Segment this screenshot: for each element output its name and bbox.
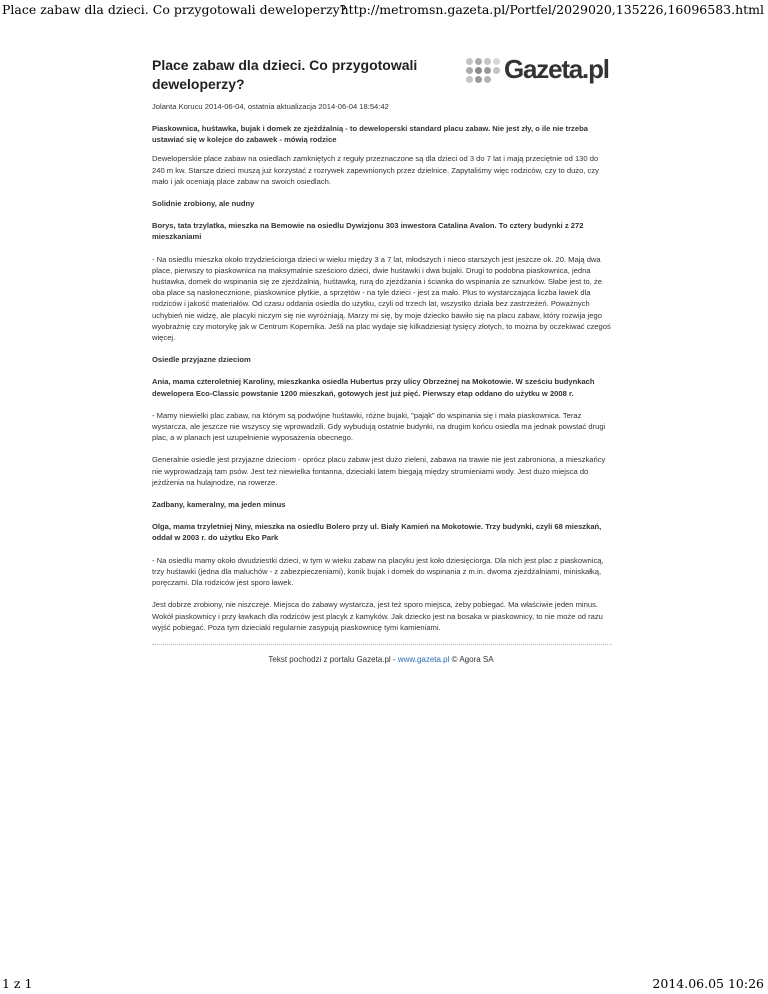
- print-footer: [0, 974, 768, 994]
- section-paragraph: Generalnie osiedle jest przyjazne dzieciom - oprócz placu zabaw jest dużo zieleni, zabawa na trawie nie jest zabroniona, a mieszkańcy nie wyprowadzają tam psów. Jest też niewielka fontanna, dzieciaki latem biegają między strumieniami wody. Jest dużo miejsca do jeżdżenia na hulajnodze, na rowerze.: [152, 455, 606, 487]
- section-person: Ania, mama czteroletniej Karoliny, mieszkanka osiedla Hubertus przy ulicy Obrzeżnej na Mokotowie. W sześciu budynkach dewelopera Eco-Classic powstanie 1200 mieszkań, gotowych jest już pięć. Pierwszy etap oddano do użytku w 2008 r.: [152, 377, 595, 398]
- print-header: [0, 0, 768, 20]
- section-heading: Osiedle przyjazne dzieciom: [152, 355, 251, 365]
- section-heading: Solidnie zrobiony, ale nudny: [152, 199, 255, 209]
- article-title: Place zabaw dla dzieci. Co przygotowali deweloperzy?: [152, 57, 418, 92]
- byline: Jolanta Korucu 2014-06-04, ostatnia aktualizacja 2014-06-04 18:54:42: [152, 102, 389, 111]
- article: [150, 52, 612, 664]
- section-paragraph: - Na osiedlu mamy około dwudziestki dzieci, w tym w wieku zabaw na placyku jest koło dziesięciorga. Dla nich jest plac z piaskownicą, trzy huśtawki (jedna dla maluchów - z zabezpieczeniami), konik bujak i domek do wspinania z m.in. dwoma zjeżdżalniami, miniskałką, poręczami. Dla rodziców jest sporo ławek.: [152, 555, 604, 588]
- article-lead: Piaskownica, huśtawka, bujak i domek ze zjeżdżalnią - to deweloperski standard placu zabaw. Nie jest zły, o ile nie trzeba ustawiać się w kolejce do zabawek - mówią rodzice: [152, 124, 588, 145]
- divider: [152, 644, 612, 645]
- section-paragraph: - Mamy niewielki plac zabaw, na którym są podwójne huśtawki, różne bujaki, "pająk" do wspinania się i mała piaskownica. Teraz wystarcza, ale jeszcze nie wszyscy się wprowadzili. Gdy wybudują ostatnie budynki, na drugim końcu osiedla ma jednak powstać drugi plac, a w planach jest uzupełnienie wyposażenia obecnego.: [152, 410, 606, 443]
- section-paragraph: Jest dobrze zrobiony, nie niszczeje. Miejsca do zabawy wystarcza, jest też sporo miejsca, żeby pobiegać. Ma właściwie jeden minus. Wokół piaskownicy i przy ławkach dla rodziców jest placyk z kamyków. Jak dziecko jest na bosaka w piaskownicy, to nie może od razu wyjść pobiegać. Poza tym dzieciaki regularnie zasypują piaskownicę tymi kamieniami.: [152, 600, 603, 632]
- section-paragraph: - Na osiedlu mieszka około trzydzieściorga dzieci w wieku między 3 a 7 lat, młodszych i nieco starszych jest jeszcze ok. 20. Mają dwa place, pierwszy to piaskownica na maksymalnie sześcioro dzieci, dwie huśtawki i dwa bujaki. Drugi to podobna piaskownica, jedna huśtawka, domek do wspinania się ze zjeżdżalnią, huśtawką, rurą do zjeżdżania i ścianka do wspinania ze sznurków. Słabe jest to, że oba place są nasłonecznione, piaskownice płytkie, a sprzętów - na tyle dzieci - jest za mało. Plus to wystarczająca liczba ławek dla rodziców i jakość materiałów. Od czasu oddania osiedla do użytku, czyli od trzech lat, wszystko działa bez zastrzeżeń. Poważnych uchybień nie widzę, ale placyki niczym się nie wyróżniają. Marzy mi się, by moje dziecko bawiło się na placu zabaw, który rozwija jego wyobraźnię czy motorykę jak w Centrum Kopernika. Jeśli na plac wydaje się kilkadziesiąt tysięcy złotych, to można by oczekiwać czegoś więcej.: [152, 254, 611, 343]
- source-note: [150, 655, 612, 664]
- gazeta-logo: [466, 54, 616, 90]
- print-header-url: http://metromsn.gazeta.pl/Portfel/2029020,135226,16096583.html: [340, 2, 764, 17]
- article-intro: Deweloperskie place zabaw na osiedlach zamkniętych z reguły przeznaczone są dla dzieci od 3 do 7 lat i mają przeciętnie od 130 do 240 m kw. Starsze dzieci muszą już korzystać z rozrywek zapewnionych przez dzielnice. Zapytaliśmy więc rodziców, czy to dużo, czy mało i jak oceniają place zabaw na swoich osiedlach.: [152, 154, 599, 186]
- source-suffix: © Agora SA: [451, 654, 494, 664]
- logo-dots-icon: [466, 58, 500, 88]
- source-prefix: Tekst pochodzi z portalu Gazeta.pl -: [268, 654, 396, 664]
- print-datetime: 2014.06.05 10:26: [652, 976, 764, 991]
- print-header-title: Place zabaw dla dzieci. Co przygotowali deweloperzy?: [2, 2, 347, 17]
- page-number: 1 z 1: [2, 976, 33, 991]
- logo-text: Gazeta.pl: [504, 54, 609, 84]
- gazeta-link[interactable]: www.gazeta.pl: [397, 654, 450, 664]
- section-heading: Zadbany, kameralny, ma jeden minus: [152, 500, 286, 510]
- title-row: [150, 52, 612, 108]
- section-person: Olga, mama trzyletniej Niny, mieszka na osiedlu Bolero przy ul. Biały Kamień na Mokotowie. Trzy budynki, czyli 68 mieszkań, oddał w 2003 r. do użytku Eko Park: [152, 522, 602, 543]
- section-person: Borys, tata trzylatka, mieszka na Bemowie na osiedlu Dywizjonu 303 inwestora Catalina Avalon. To cztery budynki z 272 mieszkaniami: [152, 221, 584, 242]
